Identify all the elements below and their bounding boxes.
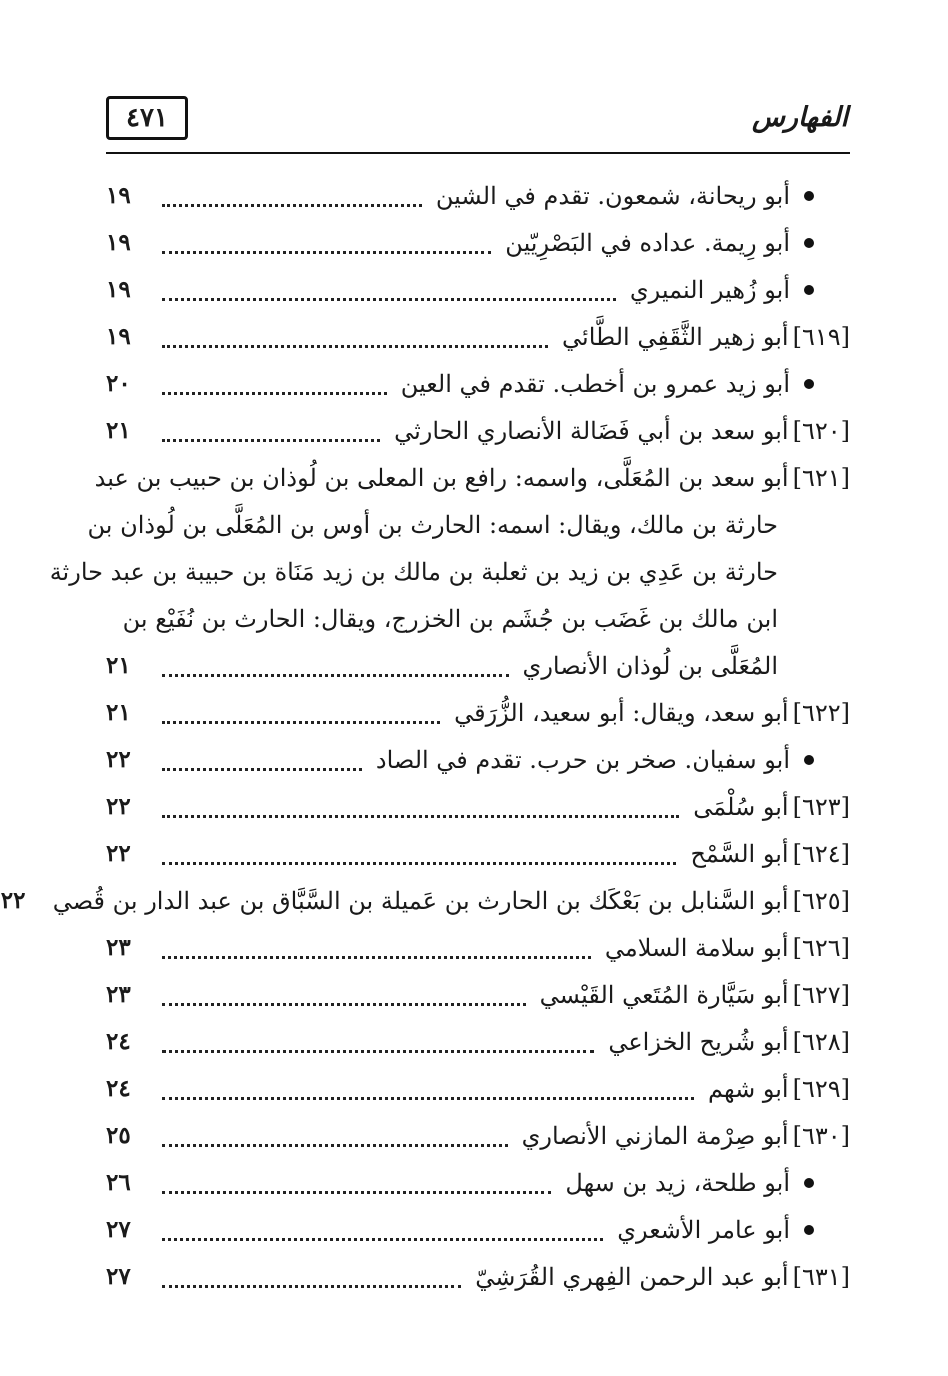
index-entry bbox=[106, 313, 850, 360]
entry-text: أبو شُريح الخزاعي bbox=[608, 1027, 789, 1056]
index-entry bbox=[106, 1112, 850, 1159]
page-ref: ٢٢ bbox=[106, 840, 131, 867]
bullet-icon bbox=[804, 379, 814, 389]
entry-text: أبو شهم bbox=[708, 1074, 789, 1103]
entry-number: [٦٢٣] bbox=[792, 792, 850, 821]
index-entry bbox=[106, 830, 850, 877]
page-ref: ٢٤ bbox=[106, 1028, 131, 1055]
entry-text: أبو ريحانة، شمعون. تقدم في الشين bbox=[435, 181, 790, 210]
index-entry bbox=[106, 1159, 850, 1206]
entry-number: [٦٢٨] bbox=[792, 1027, 850, 1056]
entry-line bbox=[106, 642, 850, 689]
entry-line bbox=[106, 407, 850, 454]
entry-number: [٦٣١] bbox=[792, 1262, 850, 1291]
entry-line bbox=[106, 313, 850, 360]
bullet-icon bbox=[804, 238, 814, 248]
leader-dots bbox=[162, 368, 387, 395]
page-ref: ٢١ bbox=[106, 652, 131, 679]
entry-text: أبو سفيان. صخر بن حرب. تقدم في الصاد bbox=[375, 745, 790, 774]
entry-line bbox=[106, 266, 850, 313]
bullet-icon bbox=[804, 755, 814, 765]
leader-dots bbox=[162, 744, 362, 771]
leader-dots bbox=[162, 1073, 694, 1100]
entry-number: [٦٢٢] bbox=[792, 698, 850, 727]
index-entry bbox=[106, 360, 850, 407]
leader-dots bbox=[162, 697, 440, 724]
entry-text: أبو السَّنابل بن بَعْكَك بن الحارث بن عَميلة بن السَّبَّاق بن عبد الدار بن قُصي bbox=[52, 886, 789, 915]
index-entry bbox=[106, 266, 850, 313]
entry-text: أبو سعد بن أبي فَضَالة الأنصاري الحارثي bbox=[394, 416, 789, 445]
entry-line bbox=[87, 501, 850, 548]
page-ref: ٢١ bbox=[106, 699, 131, 726]
page-ref: ٢٤ bbox=[106, 1075, 131, 1102]
entry-line bbox=[106, 1159, 850, 1206]
entry-text: أبو سُلْمَى bbox=[693, 792, 789, 821]
leader-dots bbox=[162, 838, 676, 865]
entry-text: أبو سعد، ويقال: أبو سعيد، الزُّرَقي bbox=[454, 698, 789, 727]
leader-dots bbox=[162, 180, 422, 207]
page-ref: ٢٣ bbox=[106, 981, 131, 1008]
entry-text: أبو صِرْمة المازني الأنصاري bbox=[521, 1121, 789, 1150]
entry-text: أبو زُهير النميري bbox=[629, 275, 790, 304]
entry-line bbox=[106, 924, 850, 971]
index-entry bbox=[106, 783, 850, 830]
page-ref: ١٩ bbox=[106, 229, 131, 256]
entry-text: أبو السَّمْح bbox=[690, 839, 789, 868]
leader-dots bbox=[162, 321, 548, 348]
page-ref: ٢١ bbox=[106, 417, 131, 444]
page-number-box: ٤٧١ bbox=[106, 96, 188, 140]
page-ref: ١٩ bbox=[106, 182, 131, 209]
leader-dots bbox=[162, 1026, 594, 1053]
index-entry bbox=[106, 971, 850, 1018]
entry-line bbox=[106, 1018, 850, 1065]
leader-dots bbox=[162, 1167, 551, 1194]
bullet-icon bbox=[804, 1178, 814, 1188]
page-ref: ٢٢ bbox=[106, 793, 131, 820]
leader-dots bbox=[162, 979, 526, 1006]
entry-text: أبو رِيمة. عداده في البَصْرِيّين bbox=[505, 228, 790, 257]
section-title: الفهارس bbox=[751, 102, 848, 133]
bullet-icon bbox=[804, 191, 814, 201]
page-header bbox=[106, 92, 850, 152]
entry-line bbox=[106, 689, 850, 736]
index-entry bbox=[49, 454, 850, 689]
entry-line bbox=[94, 454, 850, 501]
entry-number: [٦٢٩] bbox=[792, 1074, 850, 1103]
entry-number: [٦٢٧] bbox=[792, 980, 850, 1009]
page-ref: ٢٦ bbox=[106, 1169, 131, 1196]
entry-number: [٦٢٦] bbox=[792, 933, 850, 962]
page-ref: ١٩ bbox=[106, 276, 131, 303]
entry-line bbox=[106, 360, 850, 407]
index-entries bbox=[0, 172, 850, 1300]
entry-line bbox=[106, 219, 850, 266]
leader-dots bbox=[162, 650, 509, 677]
leader-dots bbox=[162, 791, 679, 818]
bullet-icon bbox=[804, 285, 814, 295]
header-rule bbox=[106, 152, 850, 154]
leader-dots bbox=[162, 1120, 508, 1147]
entry-line bbox=[106, 736, 850, 783]
entry-line bbox=[106, 595, 850, 642]
entry-text: أبو عبد الرحمن الفِهري القُرَشِيّ bbox=[475, 1262, 789, 1291]
page-ref: ٢٣ bbox=[106, 934, 131, 961]
leader-dots bbox=[162, 1214, 603, 1241]
page-ref: ٢٥ bbox=[106, 1122, 131, 1149]
entry-number: [٦٣٠] bbox=[792, 1121, 850, 1150]
index-entry bbox=[106, 1018, 850, 1065]
entry-line bbox=[106, 783, 850, 830]
page-ref: ٢٧ bbox=[106, 1216, 131, 1243]
entry-line bbox=[106, 830, 850, 877]
leader-dots bbox=[162, 415, 380, 442]
index-entry bbox=[0, 877, 850, 924]
entry-text: ابن مالك بن غَضَب بن جُشَم بن الخزرج، ويقال: الحارث بن نُفَيْع بن bbox=[122, 604, 778, 633]
leader-dots bbox=[162, 227, 491, 254]
entry-line bbox=[106, 1112, 850, 1159]
page-ref: ٢٧ bbox=[106, 1263, 131, 1290]
index-entry bbox=[106, 689, 850, 736]
page-ref: ٢٢ bbox=[0, 887, 26, 914]
entry-line bbox=[106, 971, 850, 1018]
entry-line bbox=[106, 1065, 850, 1112]
entry-text: أبو طلحة، زيد بن سهل bbox=[565, 1168, 790, 1197]
entry-text: أبو عامر الأشعري bbox=[617, 1215, 790, 1244]
entry-text: حارثة بن عَدِي بن زيد بن ثعلبة بن مالك بن زيد مَنَاة بن حبيبة بن عبد حارثة bbox=[49, 557, 778, 586]
entry-text: أبو زيد عمرو بن أخطب. تقدم في العين bbox=[400, 369, 790, 398]
index-entry bbox=[106, 172, 850, 219]
entry-number: [٦٢٤] bbox=[792, 839, 850, 868]
entry-line bbox=[0, 877, 850, 924]
page-ref: ١٩ bbox=[106, 323, 131, 350]
entry-line bbox=[106, 172, 850, 219]
entry-number: [٦٢١] bbox=[792, 463, 850, 492]
entry-number: [٦٢٥] bbox=[792, 886, 850, 915]
index-entry bbox=[106, 1253, 850, 1300]
index-entry bbox=[106, 219, 850, 266]
index-entry bbox=[106, 407, 850, 454]
entry-text: أبو سَيَّارة المُتَعي القَيْسي bbox=[539, 980, 789, 1009]
index-entry bbox=[106, 924, 850, 971]
page-ref: ٢٠ bbox=[106, 370, 131, 397]
entry-line bbox=[49, 548, 850, 595]
leader-dots bbox=[162, 1261, 461, 1288]
index-entry bbox=[106, 736, 850, 783]
entry-number: [٦٢٠] bbox=[792, 416, 850, 445]
leader-dots bbox=[162, 274, 616, 301]
entry-line bbox=[106, 1206, 850, 1253]
entry-text: المُعَلَّى بن لُوذان الأنصاري bbox=[522, 651, 778, 680]
entry-text: أبو سلامة السلامي bbox=[604, 933, 789, 962]
bullet-icon bbox=[804, 1225, 814, 1235]
index-entry bbox=[106, 1065, 850, 1112]
leader-dots bbox=[162, 932, 591, 959]
page-ref: ٢٢ bbox=[106, 746, 131, 773]
index-entry bbox=[106, 1206, 850, 1253]
entry-text: أبو زهير الثَّقَفِي الطَّائي bbox=[562, 322, 789, 351]
entry-text: حارثة بن مالك، ويقال: اسمه: الحارث بن أوس بن المُعَلَّى بن لُوذان بن bbox=[87, 510, 778, 539]
entry-line bbox=[106, 1253, 850, 1300]
entry-text: أبو سعد بن المُعَلَّى، واسمه: رافع بن المعلى بن لُوذان بن حبيب بن عبد bbox=[94, 463, 789, 492]
entry-number: [٦١٩] bbox=[792, 322, 850, 351]
